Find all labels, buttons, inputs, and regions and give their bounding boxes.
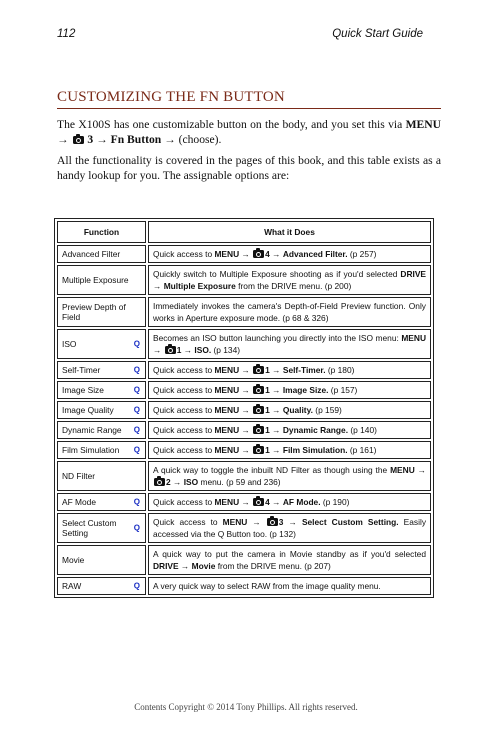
table-row — [57, 513, 431, 543]
description-text: → — [269, 425, 283, 435]
q-menu-badge: Q — [133, 365, 140, 375]
description-keyword: MENU — [214, 405, 240, 415]
description-keyword: Quality. — [282, 405, 313, 415]
description-text: Quick access to — [153, 445, 215, 455]
section-title: CUSTOMIZING THE FN BUTTON — [57, 89, 441, 109]
description-keyword: 1 — [265, 445, 270, 455]
description-keyword: Self-Timer. — [282, 365, 326, 375]
description-text: from the DRIVE menu. (p 207) — [215, 561, 331, 571]
function-name: RAW — [62, 581, 82, 591]
description-text: Becomes an ISO button launching you directly into the ISO menu: — [153, 333, 402, 343]
function-name: Select Custom Setting — [62, 518, 117, 538]
function-name: Film Simulation — [62, 445, 120, 455]
function-cell — [57, 577, 146, 595]
description-text: (p 161) — [347, 445, 377, 455]
description-keyword: MENU — [390, 465, 415, 475]
camera-icon — [253, 498, 264, 506]
function-name: ND Filter — [62, 471, 96, 481]
description-text: Quick access to — [153, 249, 215, 259]
description-text: → — [269, 405, 283, 415]
description-keyword: MENU — [401, 333, 426, 343]
description-keyword: DRIVE — [400, 269, 426, 279]
table-row — [57, 329, 431, 359]
table-header-row — [57, 221, 431, 243]
table-row — [57, 381, 431, 399]
function-cell — [57, 461, 146, 491]
table-row — [57, 493, 431, 511]
intro-text: The X100S has one customizable button on the body, and you set this via — [57, 118, 406, 131]
description-keyword: MENU — [214, 249, 240, 259]
q-menu-badge: Q — [133, 339, 140, 349]
q-menu-badge: Q — [133, 445, 140, 455]
running-title: Quick Start Guide — [332, 28, 423, 40]
description-text: → — [153, 281, 164, 291]
intro-paragraph-2: All the functionality is covered in the pages of this book, and this table exists as a handy lookup for you. The assignable options are: — [57, 154, 441, 182]
description-keyword: Movie — [191, 561, 216, 571]
function-name: Multiple Exposure — [62, 275, 129, 285]
camera-icon — [253, 426, 264, 434]
description-text: Easily accessed via the Q Button too. (p 132) — [153, 517, 427, 539]
function-name: Dynamic Range — [62, 425, 122, 435]
description-keyword: Image Size. — [282, 385, 329, 395]
description-cell — [148, 245, 431, 263]
description-text: → — [239, 425, 253, 435]
description-text: → — [178, 561, 192, 571]
description-text: A quick way to put the camera in Movie standby as if you'd selected — [153, 549, 426, 559]
description-text: → — [239, 497, 253, 507]
description-text: → — [181, 345, 195, 355]
description-text: Quick access to — [153, 365, 215, 375]
page-header — [57, 28, 423, 40]
description-keyword: 1 — [265, 385, 270, 395]
description-text: A quick way to toggle the inbuilt ND Filter as though using the — [153, 465, 391, 475]
fn-options-table — [54, 218, 434, 598]
description-keyword: MENU — [214, 445, 240, 455]
description-text: → — [269, 365, 283, 375]
table-row — [57, 461, 431, 491]
description-text: (p 140) — [348, 425, 377, 435]
table-row — [57, 545, 431, 575]
description-keyword: 1 — [176, 345, 182, 355]
function-cell — [57, 329, 146, 359]
description-text: Quickly switch to Multiple Exposure shooting as if you'd selected — [153, 269, 401, 279]
description-text: → — [414, 465, 426, 475]
function-cell — [57, 441, 146, 459]
q-menu-badge: Q — [133, 497, 140, 507]
description-keyword: MENU — [214, 425, 240, 435]
description-text: → — [269, 497, 283, 507]
camera-icon — [253, 386, 264, 394]
q-menu-badge: Q — [133, 581, 140, 591]
function-name: Preview Depth of Field — [62, 302, 126, 322]
table-row — [57, 361, 431, 379]
description-text: Quick access to — [153, 405, 215, 415]
description-keyword: MENU — [214, 385, 240, 395]
function-cell — [57, 297, 146, 327]
description-cell — [148, 493, 431, 511]
function-cell — [57, 545, 146, 575]
function-name: Image Quality — [62, 405, 114, 415]
table-row — [57, 441, 431, 459]
description-text: (p 157) — [328, 385, 358, 395]
description-text: → — [247, 517, 266, 527]
camera-icon — [253, 366, 264, 374]
camera-icon — [73, 136, 84, 144]
description-keyword: 3 — [278, 517, 284, 527]
camera-icon — [267, 518, 278, 526]
function-cell — [57, 381, 146, 399]
arrow: → — [96, 133, 108, 146]
table-row — [57, 401, 431, 419]
camera-icon — [253, 406, 264, 414]
function-name: Image Size — [62, 385, 104, 395]
description-text: (p 159) — [312, 405, 342, 415]
description-text: → — [239, 445, 253, 455]
description-text: (p 190) — [320, 497, 350, 507]
description-text: → — [239, 249, 253, 259]
camera-icon — [253, 250, 264, 258]
table-row — [57, 577, 431, 595]
description-keyword: Select Custom Setting. — [301, 517, 399, 527]
description-text: → — [153, 345, 164, 355]
description-text: from the DRIVE menu. (p 200) — [235, 281, 352, 291]
camera-menu-number: 3 — [87, 133, 94, 146]
camera-icon — [253, 446, 264, 454]
description-keyword: 1 — [265, 365, 270, 375]
choose-text: (choose). — [178, 133, 222, 146]
description-keyword: DRIVE — [153, 561, 179, 571]
arrow: → — [57, 133, 69, 146]
description-cell — [148, 577, 431, 595]
description-keyword: Multiple Exposure — [163, 281, 236, 291]
intro — [57, 117, 441, 189]
function-cell — [57, 401, 146, 419]
description-keyword: 1 — [265, 405, 270, 415]
intro-paragraph-1 — [57, 117, 441, 147]
description-keyword: 4 — [265, 249, 270, 259]
description-text: (p 180) — [325, 365, 355, 375]
camera-icon — [154, 478, 165, 486]
description-text: → — [269, 249, 283, 259]
function-name: Self-Timer — [62, 365, 101, 375]
description-keyword: Advanced Filter. — [282, 249, 348, 259]
description-text: Quick access to — [153, 425, 215, 435]
function-name: ISO — [62, 339, 77, 349]
function-cell — [57, 513, 146, 543]
description-cell — [148, 421, 431, 439]
description-keyword: MENU — [214, 365, 240, 375]
description-cell — [148, 513, 431, 543]
description-text: → — [239, 365, 253, 375]
function-cell — [57, 245, 146, 263]
q-menu-badge: Q — [133, 523, 140, 533]
description-text: Immediately invokes the camera's Depth-of-Field Preview function. Only works in Aperture exposure mode. (p 68 & 326) — [153, 301, 426, 323]
description-text: → — [239, 385, 253, 395]
header-what-it-does: What it Does — [148, 221, 431, 243]
description-cell — [148, 401, 431, 419]
description-cell — [148, 545, 431, 575]
description-text: → — [239, 405, 253, 415]
description-keyword: MENU — [222, 517, 248, 527]
description-cell — [148, 441, 431, 459]
arrow: → — [164, 133, 176, 146]
description-keyword: ISO. — [194, 345, 212, 355]
description-text: A very quick way to select RAW from the image quality menu. — [153, 581, 381, 591]
header-function: Function — [57, 221, 146, 243]
table-row — [57, 245, 431, 263]
description-cell — [148, 361, 431, 379]
menu-keyword: MENU — [405, 118, 441, 131]
description-cell — [148, 297, 431, 327]
table-row — [57, 421, 431, 439]
fn-button-keyword: Fn Button — [110, 133, 162, 146]
function-name: Advanced Filter — [62, 249, 121, 259]
description-keyword: 2 — [166, 477, 171, 487]
description-text: menu. (p 59 and 236) — [198, 477, 281, 487]
table-row — [57, 297, 431, 327]
description-keyword: Film Simulation. — [282, 445, 348, 455]
table-body — [57, 245, 431, 595]
description-text: Quick access to — [153, 385, 215, 395]
description-text: Quick access to — [153, 497, 215, 507]
description-text: → — [269, 445, 283, 455]
function-name: AF Mode — [62, 497, 96, 507]
function-name: Movie — [62, 555, 85, 565]
description-text: → — [269, 385, 283, 395]
q-menu-badge: Q — [133, 405, 140, 415]
description-text: → — [283, 517, 302, 527]
description-cell — [148, 461, 431, 491]
description-keyword: 4 — [265, 497, 270, 507]
description-keyword: AF Mode. — [282, 497, 321, 507]
function-cell — [57, 361, 146, 379]
description-keyword: 1 — [265, 425, 270, 435]
description-text: → — [170, 477, 184, 487]
description-cell — [148, 265, 431, 295]
description-text: Quick access to — [153, 517, 223, 527]
function-cell — [57, 265, 146, 295]
description-keyword: ISO — [183, 477, 199, 487]
copyright-footer: Contents Copyright © 2014 Tony Phillips. All rights reserved. — [134, 702, 358, 712]
description-text: (p 257) — [347, 249, 377, 259]
q-menu-badge: Q — [133, 425, 140, 435]
q-menu-badge: Q — [133, 385, 140, 395]
function-cell — [57, 421, 146, 439]
description-cell — [148, 329, 431, 359]
function-cell — [57, 493, 146, 511]
page-number: 112 — [57, 28, 76, 40]
description-text: (p 134) — [211, 345, 241, 355]
camera-icon — [165, 346, 176, 354]
description-cell — [148, 381, 431, 399]
table-row — [57, 265, 431, 295]
description-keyword: MENU — [214, 497, 240, 507]
description-keyword: Dynamic Range. — [282, 425, 349, 435]
